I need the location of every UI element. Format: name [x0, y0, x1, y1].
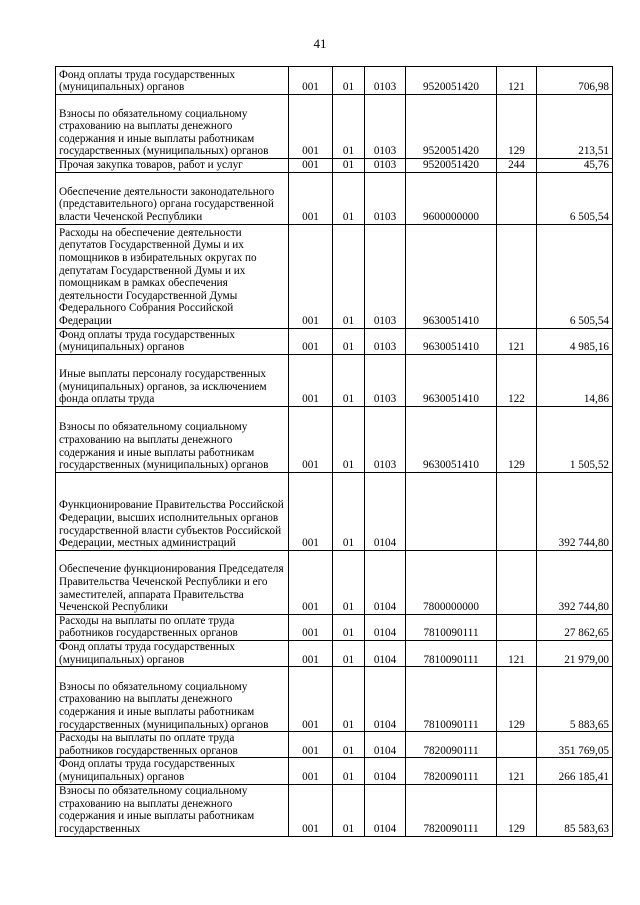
section-code-cell: 01 [333, 784, 365, 836]
ministry-code-cell: 001 [289, 472, 333, 550]
amount-cell: 266 185,41 [537, 758, 613, 784]
amount-cell: 85 583,63 [537, 784, 613, 836]
expense-type-cell: 121 [497, 328, 537, 354]
ministry-code-cell: 001 [289, 224, 333, 328]
ministry-code-cell: 001 [289, 328, 333, 354]
amount-cell: 5 883,65 [537, 667, 613, 732]
table-row [56, 472, 613, 550]
ministry-code-cell: 001 [289, 614, 333, 640]
table-row [56, 328, 613, 354]
table-row [56, 550, 613, 614]
expense-type-cell: 122 [497, 354, 537, 406]
expense-type-cell: 129 [497, 784, 537, 836]
subsection-code-cell: 0103 [365, 95, 406, 159]
subsection-code-cell: 0104 [365, 550, 406, 614]
amount-cell: 4 985,16 [537, 328, 613, 354]
amount-cell: 392 744,80 [537, 472, 613, 550]
ministry-code-cell: 001 [289, 550, 333, 614]
row-name-cell: Расходы на выплаты по оплате труда работников государственных органов [56, 614, 289, 640]
table-row [56, 159, 613, 173]
expense-type-cell [497, 614, 537, 640]
budget-table [55, 66, 613, 837]
amount-cell: 6 505,54 [537, 172, 613, 224]
row-name-cell: Взносы по обязательному социальному страхованию на выплаты денежного содержания и иные выплаты работникам государственных (муниципальных) органов [56, 95, 289, 159]
row-name-cell: Расходы на выплаты по оплате труда работников государственных органов [56, 732, 289, 758]
row-name-cell: Взносы по обязательному социальному страхованию на выплаты денежного содержания и иные выплаты работникам государственных (муниципальных) органов [56, 406, 289, 472]
expense-type-cell [497, 472, 537, 550]
expense-type-cell [497, 224, 537, 328]
amount-cell: 1 505,52 [537, 406, 613, 472]
expense-type-cell [497, 732, 537, 758]
target-article-cell: 7810090111 [406, 640, 497, 666]
section-code-cell: 01 [333, 758, 365, 784]
target-article-cell: 9630051410 [406, 354, 497, 406]
amount-cell: 14,86 [537, 354, 613, 406]
expense-type-cell [497, 550, 537, 614]
page-number: 41 [313, 36, 327, 51]
table-row [56, 758, 613, 784]
table-row [56, 354, 613, 406]
expense-type-cell: 121 [497, 67, 537, 95]
section-code-cell: 01 [333, 95, 365, 159]
section-code-cell: 01 [333, 640, 365, 666]
row-name-cell: Обеспечение функционирования Председателя Правительства Чеченской Республики и его заместителей, аппарата Правительства Чеченской Республики [56, 550, 289, 614]
target-article-cell [406, 472, 497, 550]
section-code-cell: 01 [333, 667, 365, 732]
row-name-cell: Прочая закупка товаров, работ и услуг [56, 159, 289, 173]
row-name-cell: Фонд оплаты труда государственных (муниципальных) органов [56, 67, 289, 95]
row-name-cell: Фонд оплаты труда государственных (муниципальных) органов [56, 758, 289, 784]
target-article-cell: 9520051420 [406, 159, 497, 173]
table-row [56, 614, 613, 640]
table-row [56, 95, 613, 159]
expense-type-cell: 129 [497, 667, 537, 732]
amount-cell: 27 862,65 [537, 614, 613, 640]
subsection-code-cell: 0104 [365, 614, 406, 640]
section-code-cell: 01 [333, 732, 365, 758]
amount-cell: 351 769,05 [537, 732, 613, 758]
amount-cell: 21 979,00 [537, 640, 613, 666]
subsection-code-cell: 0104 [365, 758, 406, 784]
expense-type-cell: 129 [497, 406, 537, 472]
table-row [56, 732, 613, 758]
ministry-code-cell: 001 [289, 640, 333, 666]
amount-cell: 6 505,54 [537, 224, 613, 328]
ministry-code-cell: 001 [289, 406, 333, 472]
section-code-cell: 01 [333, 172, 365, 224]
ministry-code-cell: 001 [289, 172, 333, 224]
expense-type-cell [497, 172, 537, 224]
expense-type-cell: 121 [497, 640, 537, 666]
section-code-cell: 01 [333, 472, 365, 550]
target-article-cell: 7800000000 [406, 550, 497, 614]
row-name-cell: Взносы по обязательному социальному страхованию на выплаты денежного содержания и иные выплаты работникам государственных (муниципальных) органов [56, 667, 289, 732]
expense-type-cell: 121 [497, 758, 537, 784]
subsection-code-cell: 0103 [365, 328, 406, 354]
amount-cell: 213,51 [537, 95, 613, 159]
subsection-code-cell: 0103 [365, 67, 406, 95]
expense-type-cell: 244 [497, 159, 537, 173]
subsection-code-cell: 0104 [365, 784, 406, 836]
subsection-code-cell: 0104 [365, 732, 406, 758]
section-code-cell: 01 [333, 159, 365, 173]
subsection-code-cell: 0103 [365, 159, 406, 173]
table-row [56, 172, 613, 224]
target-article-cell: 9630051410 [406, 406, 497, 472]
ministry-code-cell: 001 [289, 667, 333, 732]
ministry-code-cell: 001 [289, 758, 333, 784]
amount-cell: 392 744,80 [537, 550, 613, 614]
amount-cell: 45,76 [537, 159, 613, 173]
target-article-cell: 9630051410 [406, 224, 497, 328]
subsection-code-cell: 0104 [365, 640, 406, 666]
target-article-cell: 7820090111 [406, 784, 497, 836]
subsection-code-cell: 0103 [365, 224, 406, 328]
table-row [56, 406, 613, 472]
target-article-cell: 9600000000 [406, 172, 497, 224]
row-name-cell: Функционирование Правительства Российской Федерации, высших исполнительных органов государственной власти субъектов Российской Федерации, местных администраций [56, 472, 289, 550]
ministry-code-cell: 001 [289, 67, 333, 95]
section-code-cell: 01 [333, 614, 365, 640]
target-article-cell: 9520051420 [406, 67, 497, 95]
table-row [56, 667, 613, 732]
ministry-code-cell: 001 [289, 159, 333, 173]
row-name-cell: Иные выплаты персоналу государственных (муниципальных) органов, за исключением фонда оплаты труда [56, 354, 289, 406]
ministry-code-cell: 001 [289, 732, 333, 758]
subsection-code-cell: 0104 [365, 472, 406, 550]
ministry-code-cell: 001 [289, 95, 333, 159]
target-article-cell: 9520051420 [406, 95, 497, 159]
section-code-cell: 01 [333, 328, 365, 354]
section-code-cell: 01 [333, 406, 365, 472]
target-article-cell: 7810090111 [406, 614, 497, 640]
row-name-cell: Расходы на обеспечение деятельности депутатов Государственной Думы и их помощников в избирательных округах по депутатам Государственной Думы и их помощникам в рамках обеспечения деятельности Государственной Думы Федерального Собрания Российской Федерации [56, 224, 289, 328]
section-code-cell: 01 [333, 354, 365, 406]
table-row [56, 640, 613, 666]
target-article-cell: 7810090111 [406, 667, 497, 732]
expense-type-cell: 129 [497, 95, 537, 159]
target-article-cell: 9630051410 [406, 328, 497, 354]
row-name-cell: Взносы по обязательному социальному страхованию на выплаты денежного содержания и иные выплаты работникам государственных [56, 784, 289, 836]
section-code-cell: 01 [333, 550, 365, 614]
subsection-code-cell: 0103 [365, 172, 406, 224]
section-code-cell: 01 [333, 67, 365, 95]
row-name-cell: Обеспечение деятельности законодательного (представительного) органа государственной власти Чеченской Республики [56, 172, 289, 224]
table-row [56, 784, 613, 836]
table-row [56, 224, 613, 328]
section-code-cell: 01 [333, 224, 365, 328]
ministry-code-cell: 001 [289, 354, 333, 406]
ministry-code-cell: 001 [289, 784, 333, 836]
budget-table-body [56, 67, 613, 837]
table-row [56, 67, 613, 95]
amount-cell: 706,98 [537, 67, 613, 95]
row-name-cell: Фонд оплаты труда государственных (муниципальных) органов [56, 640, 289, 666]
target-article-cell: 7820090111 [406, 758, 497, 784]
subsection-code-cell: 0103 [365, 354, 406, 406]
subsection-code-cell: 0103 [365, 406, 406, 472]
target-article-cell: 7820090111 [406, 732, 497, 758]
row-name-cell: Фонд оплаты труда государственных (муниципальных) органов [56, 328, 289, 354]
subsection-code-cell: 0104 [365, 667, 406, 732]
